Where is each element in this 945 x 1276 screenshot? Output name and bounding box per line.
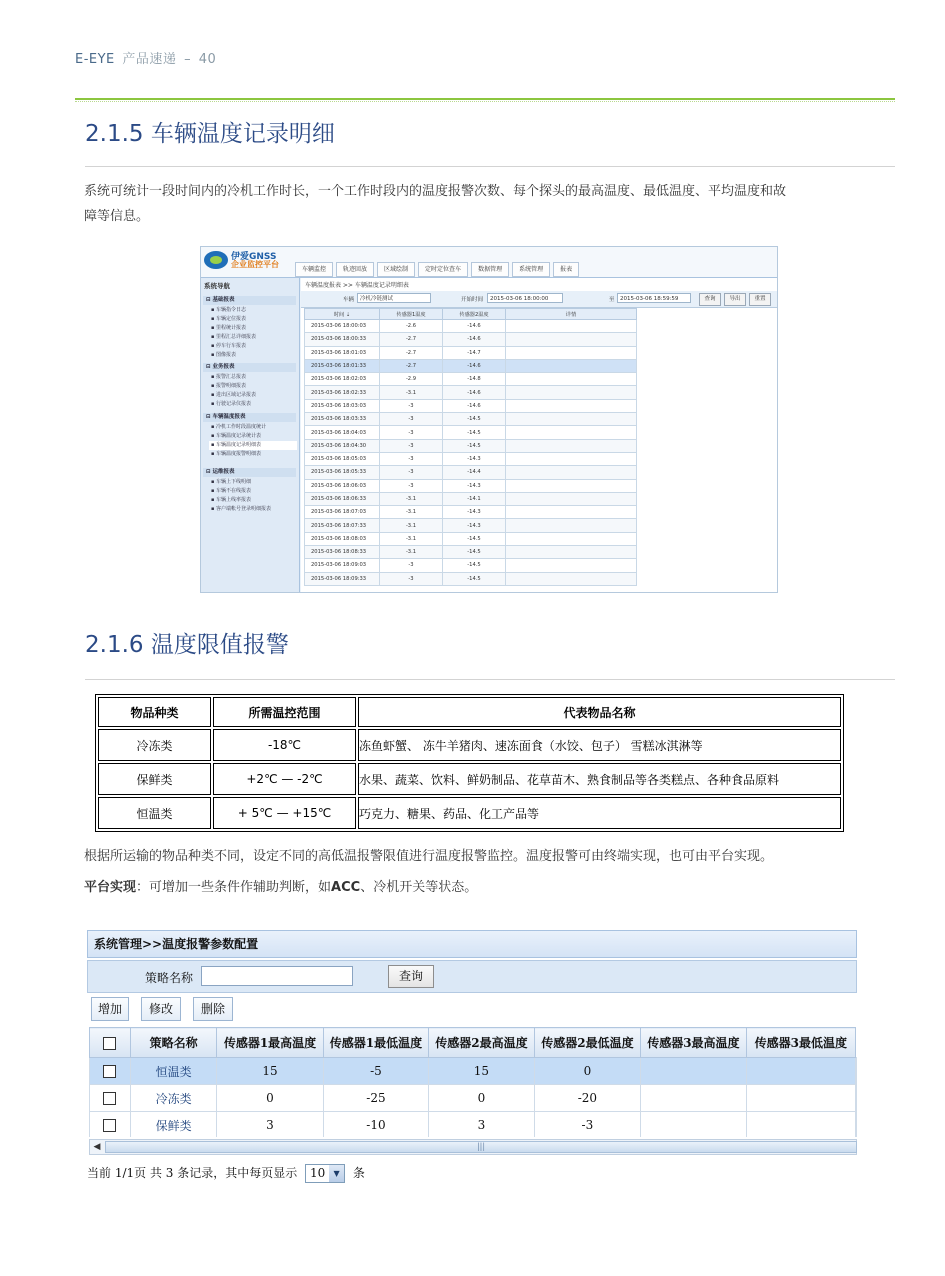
reset-button[interactable]: 重置 (749, 293, 771, 306)
cell-sensor1: -3 (380, 559, 443, 572)
table-body (90, 1058, 857, 1138)
cell-sensor-limit: 0 (534, 1058, 640, 1085)
row-checkbox[interactable] (103, 1092, 116, 1105)
table-row (98, 729, 841, 761)
table-row[interactable] (305, 413, 637, 426)
alarm-paragraph: 根据所运输的物品种类不同，设定不同的高低温报警限值进行温度报警监控。温度报警可由终端实现，也可由平台实现。 (84, 849, 774, 864)
cell-time: 2015-03-06 18:04:03 (305, 426, 380, 439)
alarm-config-screenshot (87, 930, 857, 1192)
table-row[interactable] (90, 1085, 857, 1112)
nav-item[interactable]: ▪ 客户端帐号登录明细报表 (211, 506, 271, 512)
cell-sensor2: -14.8 (443, 373, 506, 386)
cell-sensor2: -14.6 (443, 359, 506, 372)
nav-sidebar (201, 278, 300, 593)
table-row[interactable] (305, 359, 637, 372)
nav-item[interactable]: ▪ 停车行车报表 (211, 343, 246, 349)
cell-detail (506, 399, 637, 412)
cell-detail (506, 413, 637, 426)
nav-item[interactable]: ▪ 车辆指令日志 (211, 307, 246, 313)
nav-item[interactable]: ▪ 里程统计报表 (211, 325, 246, 331)
cell-time: 2015-03-06 18:04:30 (305, 439, 380, 452)
cell-time: 2015-03-06 18:05:03 (305, 452, 380, 465)
cell-sensor2: -14.5 (443, 572, 506, 585)
nav-group-ops[interactable]: ⊟ 运维报表 (203, 468, 296, 477)
cell-sensor2: -14.6 (443, 399, 506, 412)
nav-item[interactable]: ▪ 冷机工作时段温度统计 (211, 424, 266, 430)
nav-item[interactable]: ▪ 车辆定位报表 (211, 316, 246, 322)
cell-time: 2015-03-06 18:00:03 (305, 320, 380, 333)
cell-time: 2015-03-06 18:01:03 (305, 346, 380, 359)
cell-sensor-limit: -3 (534, 1112, 640, 1138)
table-row[interactable] (305, 399, 637, 412)
table-row[interactable] (305, 532, 637, 545)
chevron-down-icon: ▼ (329, 1165, 344, 1182)
cell-sensor2: -14.5 (443, 426, 506, 439)
header-title: 产品速递 (122, 52, 177, 67)
cell-time: 2015-03-06 18:02:33 (305, 386, 380, 399)
brand-name: E-EYE (75, 52, 115, 67)
goods-items: 冻鱼虾蟹、 冻牛羊猪肉、速冻面食（水饺、包子） 雪糕冰淇淋等 (358, 729, 841, 761)
table-row[interactable] (90, 1112, 857, 1138)
policy-grid (89, 1027, 857, 1137)
table-header-row (305, 309, 637, 320)
column-header-sensor2[interactable]: 传感器2温度 (443, 309, 506, 320)
cell-sensor-limit (746, 1058, 855, 1085)
cell-sensor-limit (641, 1058, 746, 1085)
query-button[interactable]: 查询 (388, 965, 434, 988)
app-top-bar (201, 247, 777, 278)
row-select-cell[interactable] (90, 1112, 131, 1138)
cell-sensor1: -3 (380, 466, 443, 479)
cell-detail (506, 519, 637, 532)
cell-sensor2: -14.6 (443, 320, 506, 333)
cell-sensor1: -2.9 (380, 373, 443, 386)
cell-sensor1: -3 (380, 439, 443, 452)
cell-detail (506, 373, 637, 386)
horizontal-scrollbar[interactable] (89, 1139, 857, 1155)
cell-sensor2: -14.7 (443, 346, 506, 359)
nav-item[interactable]: ▪ 进出区域记录报表 (211, 392, 256, 398)
nav-group-label: 运维报表 (212, 469, 235, 475)
header-rule (75, 98, 895, 100)
description-line-1: 系统可统计一段时间内的冷机工作时长，一个工作时段内的温度报警次数、每个探头的最高温度、最低温度、平均温度和故 (84, 184, 787, 199)
cell-detail (506, 532, 637, 545)
cell-sensor1: -2.7 (380, 359, 443, 372)
section-title-216: 2.1.6 温度限值报警 (85, 632, 289, 658)
cell-detail (506, 320, 637, 333)
cell-sensor2: -14.3 (443, 519, 506, 532)
cell-sensor1: -3 (380, 426, 443, 439)
cell-time: 2015-03-06 18:01:33 (305, 359, 380, 372)
page-size-value: 10 (310, 1166, 326, 1180)
table-row[interactable] (305, 506, 637, 519)
policy-name-label: 策略名称 (145, 971, 194, 985)
cell-detail (506, 426, 637, 439)
nav-item[interactable]: ▪ 报警汇总报表 (211, 374, 246, 380)
header-rule-dotted (75, 101, 895, 102)
cell-sensor2: -14.6 (443, 386, 506, 399)
cell-time: 2015-03-06 18:02:03 (305, 373, 380, 386)
cell-sensor1: -3.1 (380, 519, 443, 532)
goods-items: 水果、蔬菜、饮料、鲜奶制品、花草苗木、熟食制品等各类糕点、各种食品原料 (358, 763, 841, 795)
header-sep: – (184, 52, 192, 67)
page-number: 40 (198, 52, 217, 67)
cell-detail (506, 466, 637, 479)
goods-header-items: 代表物品名称 (358, 697, 841, 727)
platform-text-end: 、冷机开关等状态。 (360, 880, 478, 895)
nav-item[interactable]: ▪ 车辆上下线明细 (211, 479, 251, 485)
cell-sensor2: -14.4 (443, 466, 506, 479)
nav-group-label: 业务报表 (212, 364, 235, 370)
table-row[interactable] (305, 519, 637, 532)
end-time-label: 至 (609, 297, 615, 303)
nav-item[interactable]: ▪ 行驶记录仪报表 (211, 401, 251, 407)
panel-title: 系统管理>>温度报警参数配置 (87, 930, 857, 958)
scroll-thumb[interactable] (105, 1141, 857, 1153)
logo-icon (204, 251, 228, 269)
cell-sensor-limit: 0 (217, 1085, 323, 1112)
tab-timed-locate[interactable]: 定时定位查车 (418, 262, 468, 277)
cell-detail (506, 572, 637, 585)
scroll-grip: ||| (476, 1142, 486, 1151)
cell-sensor1: -3 (380, 479, 443, 492)
column-header[interactable]: 策略名称 (130, 1028, 216, 1058)
cell-detail (506, 559, 637, 572)
column-header-detail[interactable]: 详情 (506, 309, 637, 320)
cell-time: 2015-03-06 18:05:33 (305, 466, 380, 479)
section-rule (85, 679, 895, 680)
nav-group-temperature[interactable]: ⊟ 车辆温度报表 (203, 413, 296, 422)
table-body (305, 320, 637, 586)
main-tabs (295, 262, 579, 277)
cell-sensor-limit: -25 (323, 1085, 428, 1112)
platform-paragraph (84, 875, 924, 900)
cell-time: 2015-03-06 18:08:03 (305, 532, 380, 545)
tab-data-manage[interactable]: 数据管理 (471, 262, 509, 277)
nav-item[interactable]: ▪ 车辆温度记录统计表 (211, 433, 261, 439)
cell-sensor-limit: 3 (217, 1112, 323, 1138)
search-bar (87, 960, 857, 993)
cell-sensor1: -3 (380, 399, 443, 412)
table-row[interactable] (305, 452, 637, 465)
cell-sensor-limit (746, 1112, 855, 1138)
cell-time: 2015-03-06 18:06:33 (305, 492, 380, 505)
page-size-select[interactable] (305, 1164, 345, 1183)
description-line-2: 障等信息。 (84, 209, 150, 224)
report-panel (301, 278, 777, 593)
platform-text: ：可增加一些条件作辅助判断，如 (136, 880, 332, 895)
filter-bar (301, 291, 777, 308)
cell-sensor-limit: -20 (534, 1085, 640, 1112)
cell-detail (506, 492, 637, 505)
nav-group-business[interactable]: ⊟ 业务报表 (203, 363, 296, 372)
cell-sensor2: -14.6 (443, 333, 506, 346)
cell-time: 2015-03-06 18:03:03 (305, 399, 380, 412)
column-header-time[interactable]: 时间 ⇣ (305, 309, 380, 320)
logo-text-sub: 企业监控平台 (231, 260, 279, 269)
row-select-cell[interactable] (90, 1085, 131, 1112)
cell-time: 2015-03-06 18:06:03 (305, 479, 380, 492)
table-row (98, 763, 841, 795)
cell-sensor1: -3 (380, 452, 443, 465)
cell-sensor1: -3.1 (380, 546, 443, 559)
table-header-row (98, 697, 841, 727)
start-time-input[interactable]: 2015-03-06 18:00:00 (487, 293, 563, 303)
vehicle-label: 车辆 (343, 297, 355, 303)
cell-sensor1: -2.6 (380, 320, 443, 333)
cell-policy-name: 冷冻类 (130, 1085, 216, 1112)
cell-sensor1: -2.7 (380, 333, 443, 346)
table-header-row (90, 1028, 857, 1058)
cell-sensor2: -14.3 (443, 479, 506, 492)
cell-sensor1: -3.1 (380, 506, 443, 519)
table-row[interactable] (305, 479, 637, 492)
cell-detail (506, 506, 637, 519)
tab-reports[interactable]: 报表 (553, 262, 579, 277)
pager-unit: 条 (352, 1166, 365, 1180)
pager (87, 1164, 365, 1183)
nav-group-label: 基础报表 (212, 297, 235, 303)
goods-header-range: 所需温控范围 (213, 697, 356, 727)
cell-sensor1: -3 (380, 572, 443, 585)
section-title-215: 2.1.5 车辆温度记录明细 (85, 121, 335, 147)
cell-time: 2015-03-06 18:07:03 (305, 506, 380, 519)
export-button[interactable]: 导出 (724, 293, 746, 306)
section-rule (85, 166, 895, 167)
goods-category: 保鲜类 (98, 763, 211, 795)
table-row[interactable] (305, 439, 637, 452)
cell-sensor2: -14.3 (443, 506, 506, 519)
cell-sensor2: -14.3 (443, 452, 506, 465)
start-time-label: 开始时间 (461, 297, 484, 303)
table-row[interactable] (305, 373, 637, 386)
cell-detail (506, 346, 637, 359)
section-description (84, 179, 914, 229)
goods-temperature-table (95, 694, 844, 832)
goods-items: 巧克力、糖果、药品、化工产品等 (358, 797, 841, 829)
end-time-input[interactable]: 2015-03-06 18:59:59 (617, 293, 691, 303)
table-row[interactable] (305, 333, 637, 346)
edit-button[interactable]: 修改 (141, 997, 181, 1021)
add-button[interactable]: 增加 (91, 997, 129, 1021)
sidebar-title: 系统导航 (204, 282, 230, 290)
nav-item-active[interactable]: ▪ 车辆温度记录明细表 (209, 441, 297, 450)
page-header (75, 48, 216, 67)
goods-category: 恒温类 (98, 797, 211, 829)
cell-detail (506, 333, 637, 346)
table-row[interactable] (90, 1058, 857, 1085)
row-select-cell[interactable] (90, 1058, 131, 1085)
vehicle-input[interactable]: 冷机冷链测试 (357, 293, 431, 303)
column-header[interactable]: 传感器2最低温度 (534, 1028, 640, 1058)
policy-name-input[interactable] (201, 966, 353, 986)
cell-sensor-limit (746, 1085, 855, 1112)
table-row[interactable] (305, 320, 637, 333)
goods-range: -18℃ (213, 729, 356, 761)
column-header[interactable]: 传感器3最低温度 (746, 1028, 855, 1058)
cell-sensor2: -14.1 (443, 492, 506, 505)
cell-detail (506, 452, 637, 465)
delete-button[interactable]: 删除 (193, 997, 233, 1021)
row-checkbox[interactable] (103, 1065, 116, 1078)
table-row[interactable] (305, 346, 637, 359)
acc-label: ACC (331, 880, 361, 895)
goods-header-category: 物品种类 (98, 697, 211, 727)
cell-sensor2: -14.5 (443, 413, 506, 426)
cell-sensor-limit (641, 1112, 746, 1138)
platform-label: 平台实现 (84, 880, 137, 895)
cell-sensor-limit (641, 1085, 746, 1112)
cell-sensor-limit: 15 (217, 1058, 323, 1085)
breadcrumb: 车辆温度报表 >> 车辆温度记录明细表 (305, 282, 409, 289)
temperature-record-table (304, 308, 637, 586)
nav-group-label: 车辆温度报表 (212, 414, 246, 420)
table-row[interactable] (305, 386, 637, 399)
cell-detail (506, 386, 637, 399)
nav-item[interactable]: ▪ 里程汇总详细报表 (211, 334, 256, 340)
row-checkbox[interactable] (103, 1119, 116, 1132)
cell-sensor-limit: 15 (429, 1058, 534, 1085)
cell-time: 2015-03-06 18:00:33 (305, 333, 380, 346)
cell-time: 2015-03-06 18:09:03 (305, 559, 380, 572)
table-row[interactable] (305, 559, 637, 572)
cell-sensor-limit: -10 (323, 1112, 428, 1138)
cell-sensor1: -3.1 (380, 492, 443, 505)
nav-group-basic[interactable]: ⊟ 基础报表 (203, 296, 296, 305)
goods-range: + 5℃ — +15℃ (213, 797, 356, 829)
scroll-left-icon[interactable]: ◀ (93, 1142, 101, 1152)
column-header[interactable]: 传感器3最高温度 (641, 1028, 746, 1058)
goods-range: +2℃ — -2℃ (213, 763, 356, 795)
cell-sensor1: -3.1 (380, 386, 443, 399)
nav-item[interactable]: ▪ 车辆不在线报表 (211, 488, 251, 494)
nav-item[interactable]: ▪ 车辆温度报警明细表 (211, 451, 261, 457)
cell-detail (506, 359, 637, 372)
cell-sensor2: -14.5 (443, 532, 506, 545)
cell-policy-name: 保鲜类 (130, 1112, 216, 1138)
select-all-cell[interactable] (90, 1028, 131, 1058)
select-all-checkbox[interactable] (103, 1037, 116, 1050)
nav-item[interactable]: ▪ 报警明细报表 (211, 383, 246, 389)
cell-sensor2: -14.5 (443, 439, 506, 452)
cell-filler (856, 1085, 857, 1112)
tab-vehicle-monitor[interactable]: 车辆监控 (295, 262, 333, 277)
cell-time: 2015-03-06 18:08:33 (305, 546, 380, 559)
cell-sensor2: -14.5 (443, 559, 506, 572)
cell-sensor2: -14.5 (443, 546, 506, 559)
cell-detail (506, 546, 637, 559)
nav-item[interactable]: ▪ 图像报表 (211, 352, 236, 358)
nav-item[interactable]: ▪ 车辆上线率报表 (211, 497, 251, 503)
cell-sensor-limit: -5 (323, 1058, 428, 1085)
table-row[interactable] (305, 426, 637, 439)
cell-sensor-limit: 0 (429, 1085, 534, 1112)
column-header[interactable]: 传感器2最高温度 (429, 1028, 534, 1058)
cell-filler (856, 1058, 857, 1085)
query-button[interactable]: 查询 (699, 293, 721, 306)
cell-time: 2015-03-06 18:07:33 (305, 519, 380, 532)
cell-time: 2015-03-06 18:03:33 (305, 413, 380, 426)
tab-system-manage[interactable]: 系统管理 (512, 262, 550, 277)
table-row[interactable] (305, 492, 637, 505)
cell-sensor1: -3 (380, 413, 443, 426)
cell-sensor-limit: 3 (429, 1112, 534, 1138)
policy-table (89, 1027, 857, 1137)
cell-policy-name: 恒温类 (130, 1058, 216, 1085)
cell-detail (506, 439, 637, 452)
pager-info: 当前 1/1页 共 3 条记录，其中每页显示 (87, 1166, 298, 1180)
logo-text-main: 伊爱GNSS (231, 252, 277, 262)
tab-track-playback[interactable]: 轨迹回放 (336, 262, 374, 277)
cell-sensor1: -3.1 (380, 532, 443, 545)
column-header[interactable]: 传感器1最高温度 (217, 1028, 323, 1058)
column-header-sensor1[interactable]: 传感器1温度 (380, 309, 443, 320)
cell-detail (506, 479, 637, 492)
goods-category: 冷冻类 (98, 729, 211, 761)
table-row[interactable] (305, 572, 637, 585)
table-row[interactable] (305, 466, 637, 479)
cell-time: 2015-03-06 18:09:33 (305, 572, 380, 585)
table-row (98, 797, 841, 829)
cell-sensor1: -2.7 (380, 346, 443, 359)
column-header[interactable]: 传感器1最低温度 (323, 1028, 428, 1058)
table-row[interactable] (305, 546, 637, 559)
tab-area-draw[interactable]: 区域绘制 (377, 262, 415, 277)
cell-filler (856, 1112, 857, 1138)
temperature-record-screenshot (200, 246, 778, 593)
